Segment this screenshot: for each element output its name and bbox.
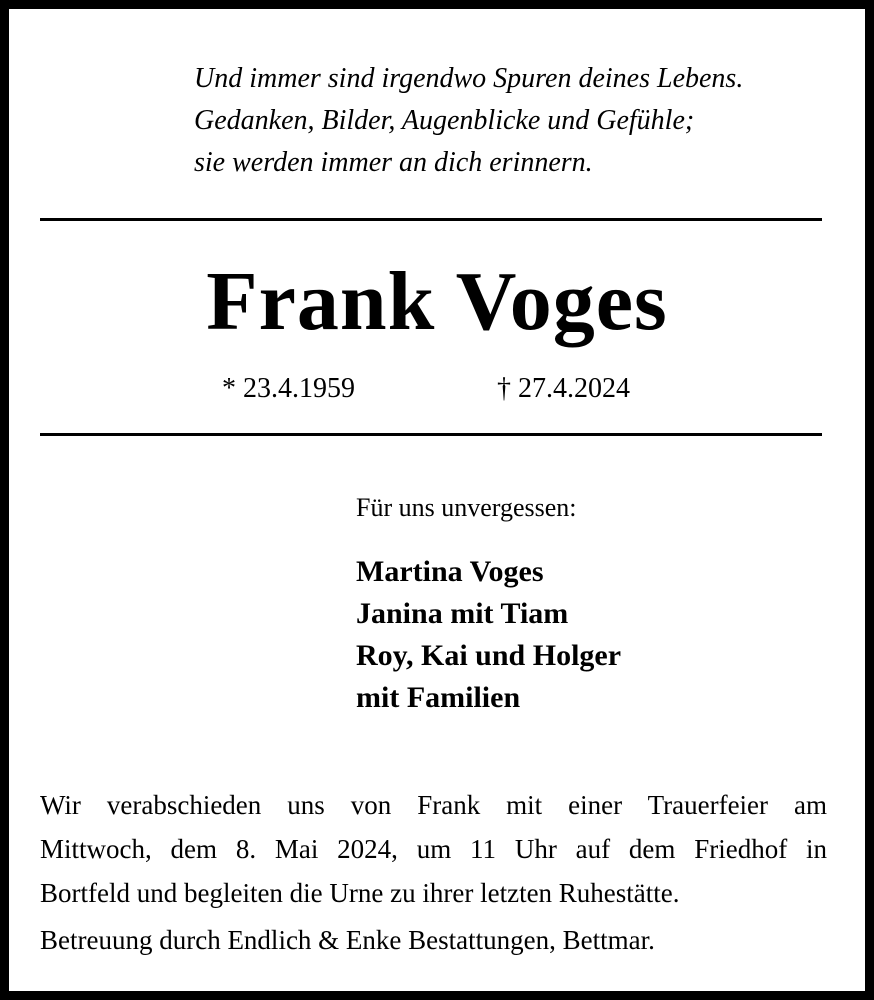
mourner-name: Martina Voges — [356, 555, 544, 588]
death-date: † 27.4.2024 — [497, 373, 630, 404]
mourner-name: Roy, Kai und Holger — [356, 639, 622, 672]
bottom-divider — [40, 433, 822, 436]
top-divider — [40, 218, 822, 221]
notice-line: Mittwoch, dem 8. Mai 2024, um 11 Uhr auf dem Friedhof in — [40, 834, 827, 864]
notice-line: Wir verabschieden uns von Frank mit einer Trauerfeier am — [40, 790, 827, 820]
mourners-list — [356, 551, 621, 719]
notice-line: Bortfeld und begleiten die Urne zu ihrer letzten Ruhestätte. — [40, 878, 680, 908]
memorial-quote — [194, 58, 844, 184]
quote-line: sie werden immer an dich erinnern. — [194, 147, 593, 178]
undertaker-note: Betreuung durch Endlich & Enke Bestattungen, Bettmar. — [40, 925, 655, 955]
deceased-name: Frank Voges — [206, 255, 668, 348]
funeral-notice — [40, 783, 827, 915]
quote-line: Und immer sind irgendwo Spuren deines Lebens. — [194, 63, 744, 94]
birth-date: * 23.4.1959 — [222, 373, 355, 404]
mourners-intro: Für uns unvergessen: — [356, 493, 577, 522]
quote-line: Gedanken, Bilder, Augenblicke und Gefühle; — [194, 105, 695, 136]
mourner-name: Janina mit Tiam — [356, 597, 569, 630]
mourner-name: mit Familien — [356, 681, 521, 714]
